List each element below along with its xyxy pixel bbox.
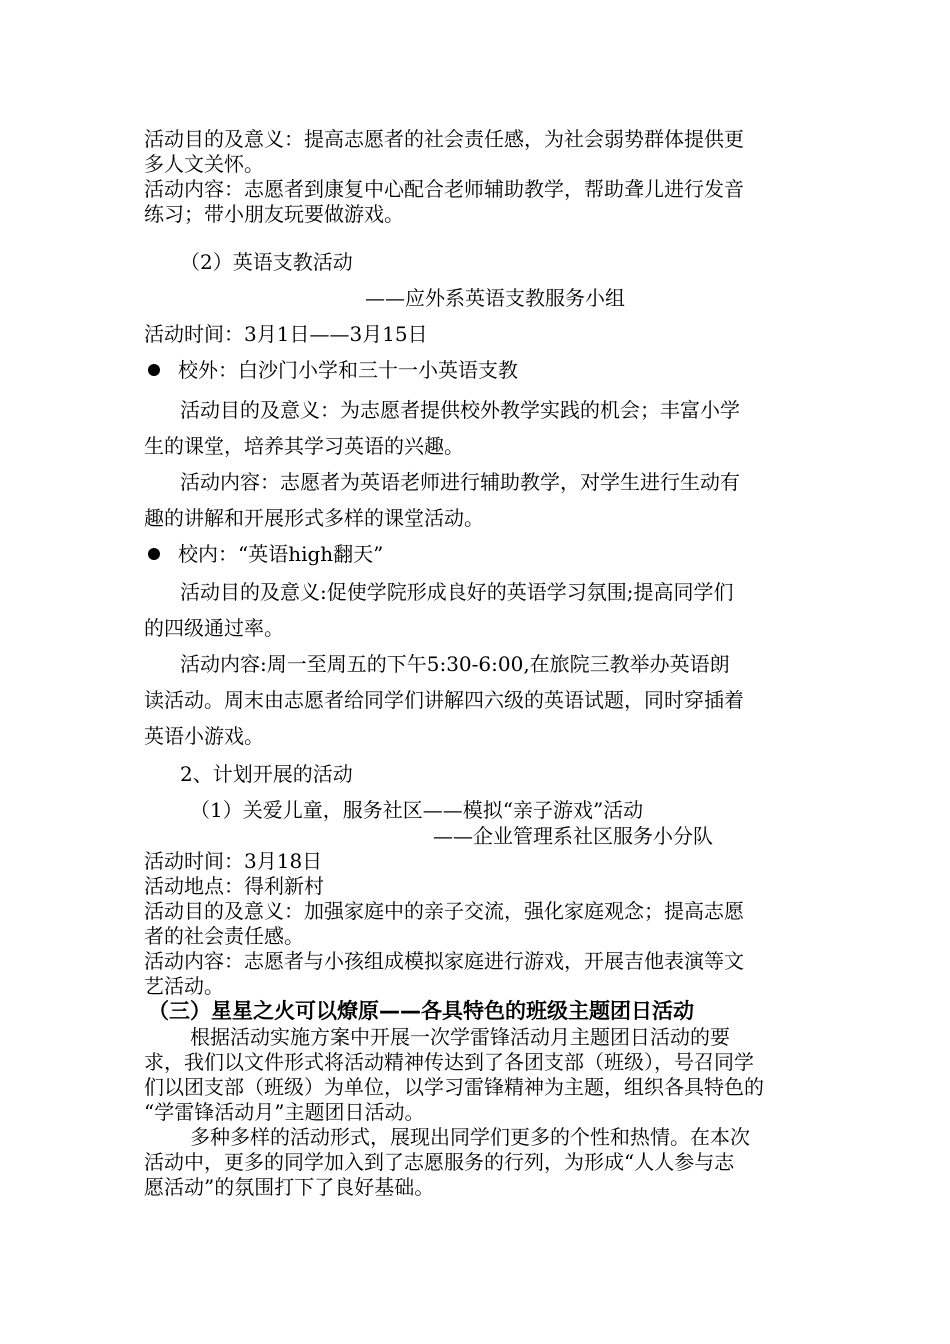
text-line: 趣的讲解和开展形式多样的课堂活动。 — [144, 506, 484, 530]
section-subtitle: 2、计划开展的活动 — [180, 762, 353, 786]
text-line: 活动目的及意义：为志愿者提供校外教学实践的机会；丰富小学 — [180, 398, 740, 422]
bullet-icon — [148, 364, 160, 376]
bullet-text: 校内：“英语high翻天” — [178, 542, 384, 566]
bullet-item — [144, 542, 814, 566]
text-line: 的四级通过率。 — [144, 616, 284, 640]
text-line: 生的课堂，培养其学习英语的兴趣。 — [144, 434, 464, 458]
organizer-line: ——应外系英语支教服务小组 — [365, 286, 625, 310]
text-line: 活动目的及意义：加强家庭中的亲子交流，强化家庭观念；提高志愿 — [144, 899, 744, 923]
text-line: 读活动。周末由志愿者给同学们讲解四六级的英语试题，同时穿插着 — [144, 688, 744, 712]
text-line: 多人文关怀。 — [144, 152, 264, 176]
text-line: 艺活动。 — [144, 974, 224, 998]
text-line: 者的社会责任感。 — [144, 924, 304, 948]
text-line: 活动内容：志愿者到康复中心配合老师辅助教学，帮助聋儿进行发音 — [144, 177, 744, 201]
organizer-line: ——企业管理系社区服务小分队 — [433, 824, 713, 848]
text-line: 活动内容:周一至周五的下午5:30-6:00,在旅院三教举办英语朗 — [180, 652, 730, 676]
subsection-title: （1）关爱儿童，服务社区——模拟“亲子游戏”活动 — [190, 798, 644, 822]
text-line: 英语小游戏。 — [144, 724, 264, 748]
text-line: 活动目的及意义:促使学院形成良好的英语学习氛围;提高同学们 — [180, 580, 734, 604]
text-line: 练习；带小朋友玩要做游戏。 — [144, 202, 404, 226]
text-line: 活动内容：志愿者与小孩组成模拟家庭进行游戏，开展吉他表演等文 — [144, 949, 744, 973]
subsection-title: （2）英语支教活动 — [180, 250, 353, 274]
text-line: 活动目的及意义：提高志愿者的社会责任感，为社会弱势群体提供更 — [144, 127, 744, 151]
paragraph-line: 根据活动实施方案中开展一次学雷锋活动月主题团日活动的要 — [190, 1025, 730, 1049]
bullet-icon — [148, 548, 160, 560]
section-heading: （三）星星之火可以燎原——各具特色的班级主题团日活动 — [148, 999, 694, 1023]
activity-time: 活动时间：3月1日——3月15日 — [144, 322, 428, 346]
activity-time: 活动时间：3月18日 — [144, 849, 323, 873]
paragraph-line: 多种多样的活动形式，展现出同学们更多的个性和热情。在本次 — [190, 1125, 750, 1149]
text-line: 活动内容：志愿者为英语老师进行辅助教学，对学生进行生动有 — [180, 470, 740, 494]
paragraph-line: 们以团支部（班级）为单位，以学习雷锋精神为主题，组织各具特色的 — [144, 1075, 764, 1099]
paragraph-line: “学雷锋活动月”主题团日活动。 — [144, 1100, 425, 1124]
paragraph-line: 求，我们以文件形式将活动精神传达到了各团支部（班级），号召同学 — [144, 1050, 754, 1074]
bullet-item — [144, 358, 814, 382]
paragraph-line: 活动中，更多的同学加入到了志愿服务的行列，为形成“人人参与志 — [144, 1150, 735, 1174]
paragraph-line: 愿活动”的氛围打下了良好基础。 — [144, 1175, 435, 1199]
bullet-text: 校外：白沙门小学和三十一小英语支教 — [178, 358, 518, 382]
activity-location: 活动地点：得利新村 — [144, 874, 324, 898]
